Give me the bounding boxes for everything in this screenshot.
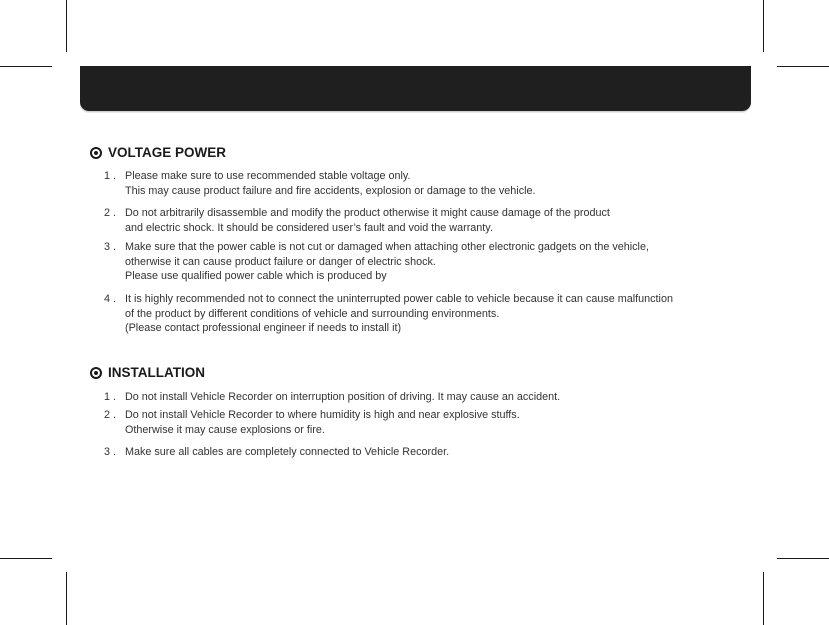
voltage-item-1: 1 . Please make sure to use recommended stable voltage only. This may cause product failure and fire accidents, explosion or damage to the vehicle. [104, 170, 536, 197]
crop-mark-bottom-right-horizontal [777, 558, 829, 559]
voltage-section-title [90, 145, 226, 160]
circle-bullet-icon [90, 367, 102, 379]
crop-mark-bottom-left-vertical [66, 572, 67, 625]
voltage-title-text: VOLTAGE POWER [108, 145, 226, 160]
voltage-item-3: 3 . Make sure that the power cable is not cut or damaged when attaching other electronic gadgets on the vehicle, otherwise it can cause product failure or danger of electric shock. Please use qualified power cable which is produced by [104, 241, 649, 282]
voltage-item-4: 4 . It is highly recommended not to connect the uninterrupted power cable to vehicle because it can cause malfunction of the product by different conditions of vehicle and surrounding environments. (Please contact professional engineer if needs to install it) [104, 293, 673, 334]
crop-mark-bottom-right-vertical [763, 572, 764, 625]
crop-mark-bottom-left-horizontal [0, 558, 52, 559]
installation-title-text: INSTALLATION [108, 365, 205, 380]
installation-section-title [90, 365, 205, 380]
installation-item-2: 2 . Do not install Vehicle Recorder to where humidity is high and near explosive stuffs. Otherwise it may cause explosions or fire. [104, 409, 520, 436]
crop-mark-top-left-vertical [66, 0, 67, 52]
circle-bullet-icon [90, 147, 102, 159]
crop-mark-top-left-horizontal [0, 66, 52, 67]
header-bar [80, 66, 751, 111]
voltage-item-2: 2 . Do not arbitrarily disassemble and modify the product otherwise it might cause damage of the product and electric shock. It should be considered user’s fault and void the warranty. [104, 207, 610, 234]
installation-item-3: 3 . Make sure all cables are completely connected to Vehicle Recorder. [104, 446, 450, 458]
installation-item-1: 1 . Do not install Vehicle Recorder on interruption position of driving. It may cause an accident. [104, 391, 561, 403]
crop-mark-top-right-horizontal [777, 66, 829, 67]
crop-mark-top-right-vertical [763, 0, 764, 52]
